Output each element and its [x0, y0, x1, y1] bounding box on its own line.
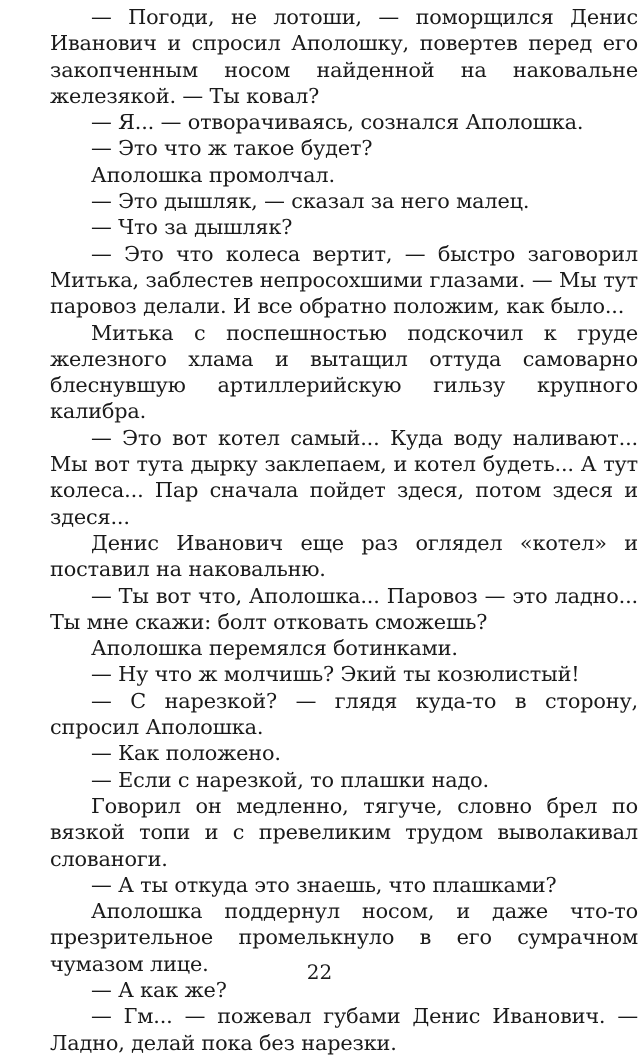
paragraph: — Я... — отворачиваясь, сознался Аполошка.	[91, 110, 584, 135]
paragraph: Денис Иванович еще раз оглядел «котел» и поставил на наковальню.	[50, 530, 638, 582]
paragraph: — Это дышляк, — сказал за него малец.	[91, 189, 530, 214]
paragraph: — Если с нарезкой, то плашки надо.	[91, 767, 490, 792]
paragraph: — Ты вот что, Аполошка... Паровоз — это ладно... Ты мне скажи: болт отковать сможешь?	[50, 583, 638, 634]
paragraph: — Погоди, не лотоши, — поморщился Денис Иванович и спросил Аполошку, повертев перед его закопченным носом найденной на наковальне железякой. — Ты ковал?	[50, 5, 638, 108]
paragraph: — А ты откуда это знаешь, что плашками?	[91, 872, 557, 897]
paragraph: Аполошка перемялся ботинками.	[91, 636, 458, 661]
paragraph: — Как положено.	[91, 741, 281, 766]
paragraph: — С нарезкой? — глядя куда-то в сторону, спросил Аполошка.	[50, 688, 638, 740]
paragraph: — Гм... — пожевал губами Денис Иванович. — Ладно, делай пока без нарезки.	[50, 1004, 638, 1055]
page-number: 22	[306, 960, 333, 984]
page-text	[50, 4, 638, 1056]
paragraph: — Это вот котел самый... Куда воду наливают... Мы вот тута дырку заклепаем, и котел будеть... А тут колеса... Пар сначала пойдет здеся, потом здеся и здеся...	[50, 425, 638, 529]
paragraph: — Это что колеса вертит, — быстро заговорил Митька, заблестев непросохшими глазами. — Мы тут паровоз делали. И все обратно положим, как было...	[50, 241, 638, 319]
paragraph: Говорил он медленно, тягуче, словно брел по вязкой топи и с превеликим трудом выволакивал слованоги.	[50, 793, 638, 871]
paragraph: — А как же?	[91, 977, 227, 1002]
paragraph: — Что за дышляк?	[91, 215, 293, 240]
paragraph: Аполошка промолчал.	[91, 162, 335, 187]
paragraph: — Ну что ж молчишь? Экий ты козюлистый!	[91, 662, 580, 687]
paragraph: Аполошка поддернул носом, и даже что-то презрительное промелькнуло в его сумрачном чумазом лице.	[50, 899, 638, 976]
paragraph: Митька с поспешностью подскочил к груде железного хлама и вытащил оттуда самоварно блеснувшую артиллерийскую гильзу крупного калибра.	[50, 320, 638, 424]
paragraph: — Это что ж такое будет?	[91, 136, 373, 161]
